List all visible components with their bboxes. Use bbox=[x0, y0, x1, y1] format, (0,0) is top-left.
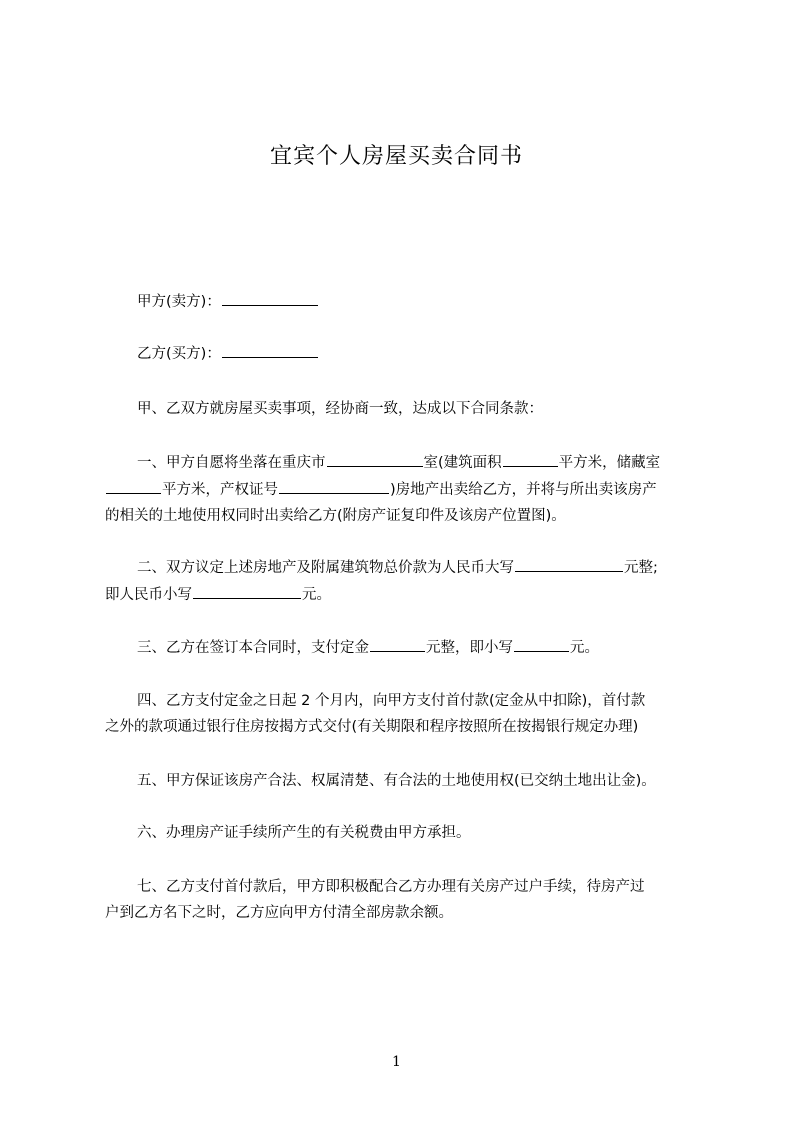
clause3-text-3: 元。 bbox=[570, 640, 599, 656]
clause2-text-1: 二、双方议定上述房地产及附属建筑物总价款为人民币大写 bbox=[137, 560, 514, 576]
page-number: 1 bbox=[392, 1054, 401, 1070]
party-b-label: 乙方(买方)： bbox=[137, 346, 221, 362]
clause-4 bbox=[105, 688, 705, 740]
total-price-capital-blank[interactable] bbox=[515, 554, 623, 572]
clause3-text-2: 元整，即小写 bbox=[426, 640, 513, 656]
clause-1 bbox=[105, 449, 705, 529]
clause6-text: 六、办理房产证手续所产生的有关税费由甲方承担。 bbox=[137, 825, 471, 841]
clause1-text-3: 平方米，储藏室 bbox=[558, 455, 661, 471]
clause5-text: 五、甲方保证该房产合法、权属清楚、有合法的土地使用权(已交纳土地出让金)。 bbox=[137, 773, 656, 789]
party-a-line bbox=[105, 288, 705, 315]
clause2-text-3: 即人民币小写 bbox=[105, 587, 192, 603]
deposit-capital-blank[interactable] bbox=[370, 634, 425, 652]
location-blank[interactable] bbox=[327, 449, 423, 467]
clause-3 bbox=[105, 634, 705, 661]
clause7-text-1: 七、乙方支付首付款后，甲方即积极配合乙方办理有关房产过户手续，待房产过 bbox=[137, 879, 645, 895]
clause1-text-6: 的相关的土地使用权同时出卖给乙方(附房产证复印件及该房产位置图)。 bbox=[105, 508, 566, 524]
party-b-blank[interactable] bbox=[222, 340, 318, 358]
storage-area-blank[interactable] bbox=[106, 476, 161, 494]
clause1-text-4: 平方米，产权证号 bbox=[162, 482, 278, 498]
document-title: 宜宾个人房屋买卖合同书 bbox=[269, 144, 523, 169]
total-price-figure-blank[interactable] bbox=[193, 581, 301, 599]
clause1-text-1: 一、甲方自愿将坐落在重庆市 bbox=[137, 455, 326, 471]
intro-text: 甲、乙双方就房屋买卖事项，经协商一致，达成以下合同条款： bbox=[137, 401, 543, 417]
intro-paragraph bbox=[105, 396, 705, 422]
clause-7 bbox=[105, 874, 705, 926]
clause-2 bbox=[105, 554, 705, 608]
building-area-blank[interactable] bbox=[503, 449, 558, 467]
clause4-text-2: 之外的款项通过银行住房按揭方式交付(有关期限和程序按照所在按揭银行规定办理) bbox=[105, 719, 639, 735]
clause2-text-2: 元整; bbox=[624, 560, 658, 576]
clause7-text-2: 户到乙方名下之时，乙方应向甲方付清全部房款余额。 bbox=[105, 905, 453, 921]
deposit-figure-blank[interactable] bbox=[514, 634, 569, 652]
party-b-line bbox=[105, 340, 705, 367]
clause-5 bbox=[105, 768, 705, 794]
certificate-number-blank[interactable] bbox=[279, 476, 389, 494]
clause-6 bbox=[105, 820, 705, 846]
party-a-label: 甲方(卖方)： bbox=[137, 294, 221, 310]
clause3-text-1: 三、乙方在签订本合同时，支付定金 bbox=[137, 640, 369, 656]
clause2-text-4: 元。 bbox=[302, 587, 331, 603]
clause4-text-1: 四、乙方支付定金之日起 2 个月内，向甲方支付首付款(定金从中扣除)，首付款 bbox=[137, 693, 646, 709]
clause1-text-2: 室(建筑面积 bbox=[423, 455, 502, 471]
clause1-text-5: )房地产出卖给乙方，并将与所出卖该房产 bbox=[390, 482, 657, 498]
party-a-blank[interactable] bbox=[222, 288, 318, 306]
